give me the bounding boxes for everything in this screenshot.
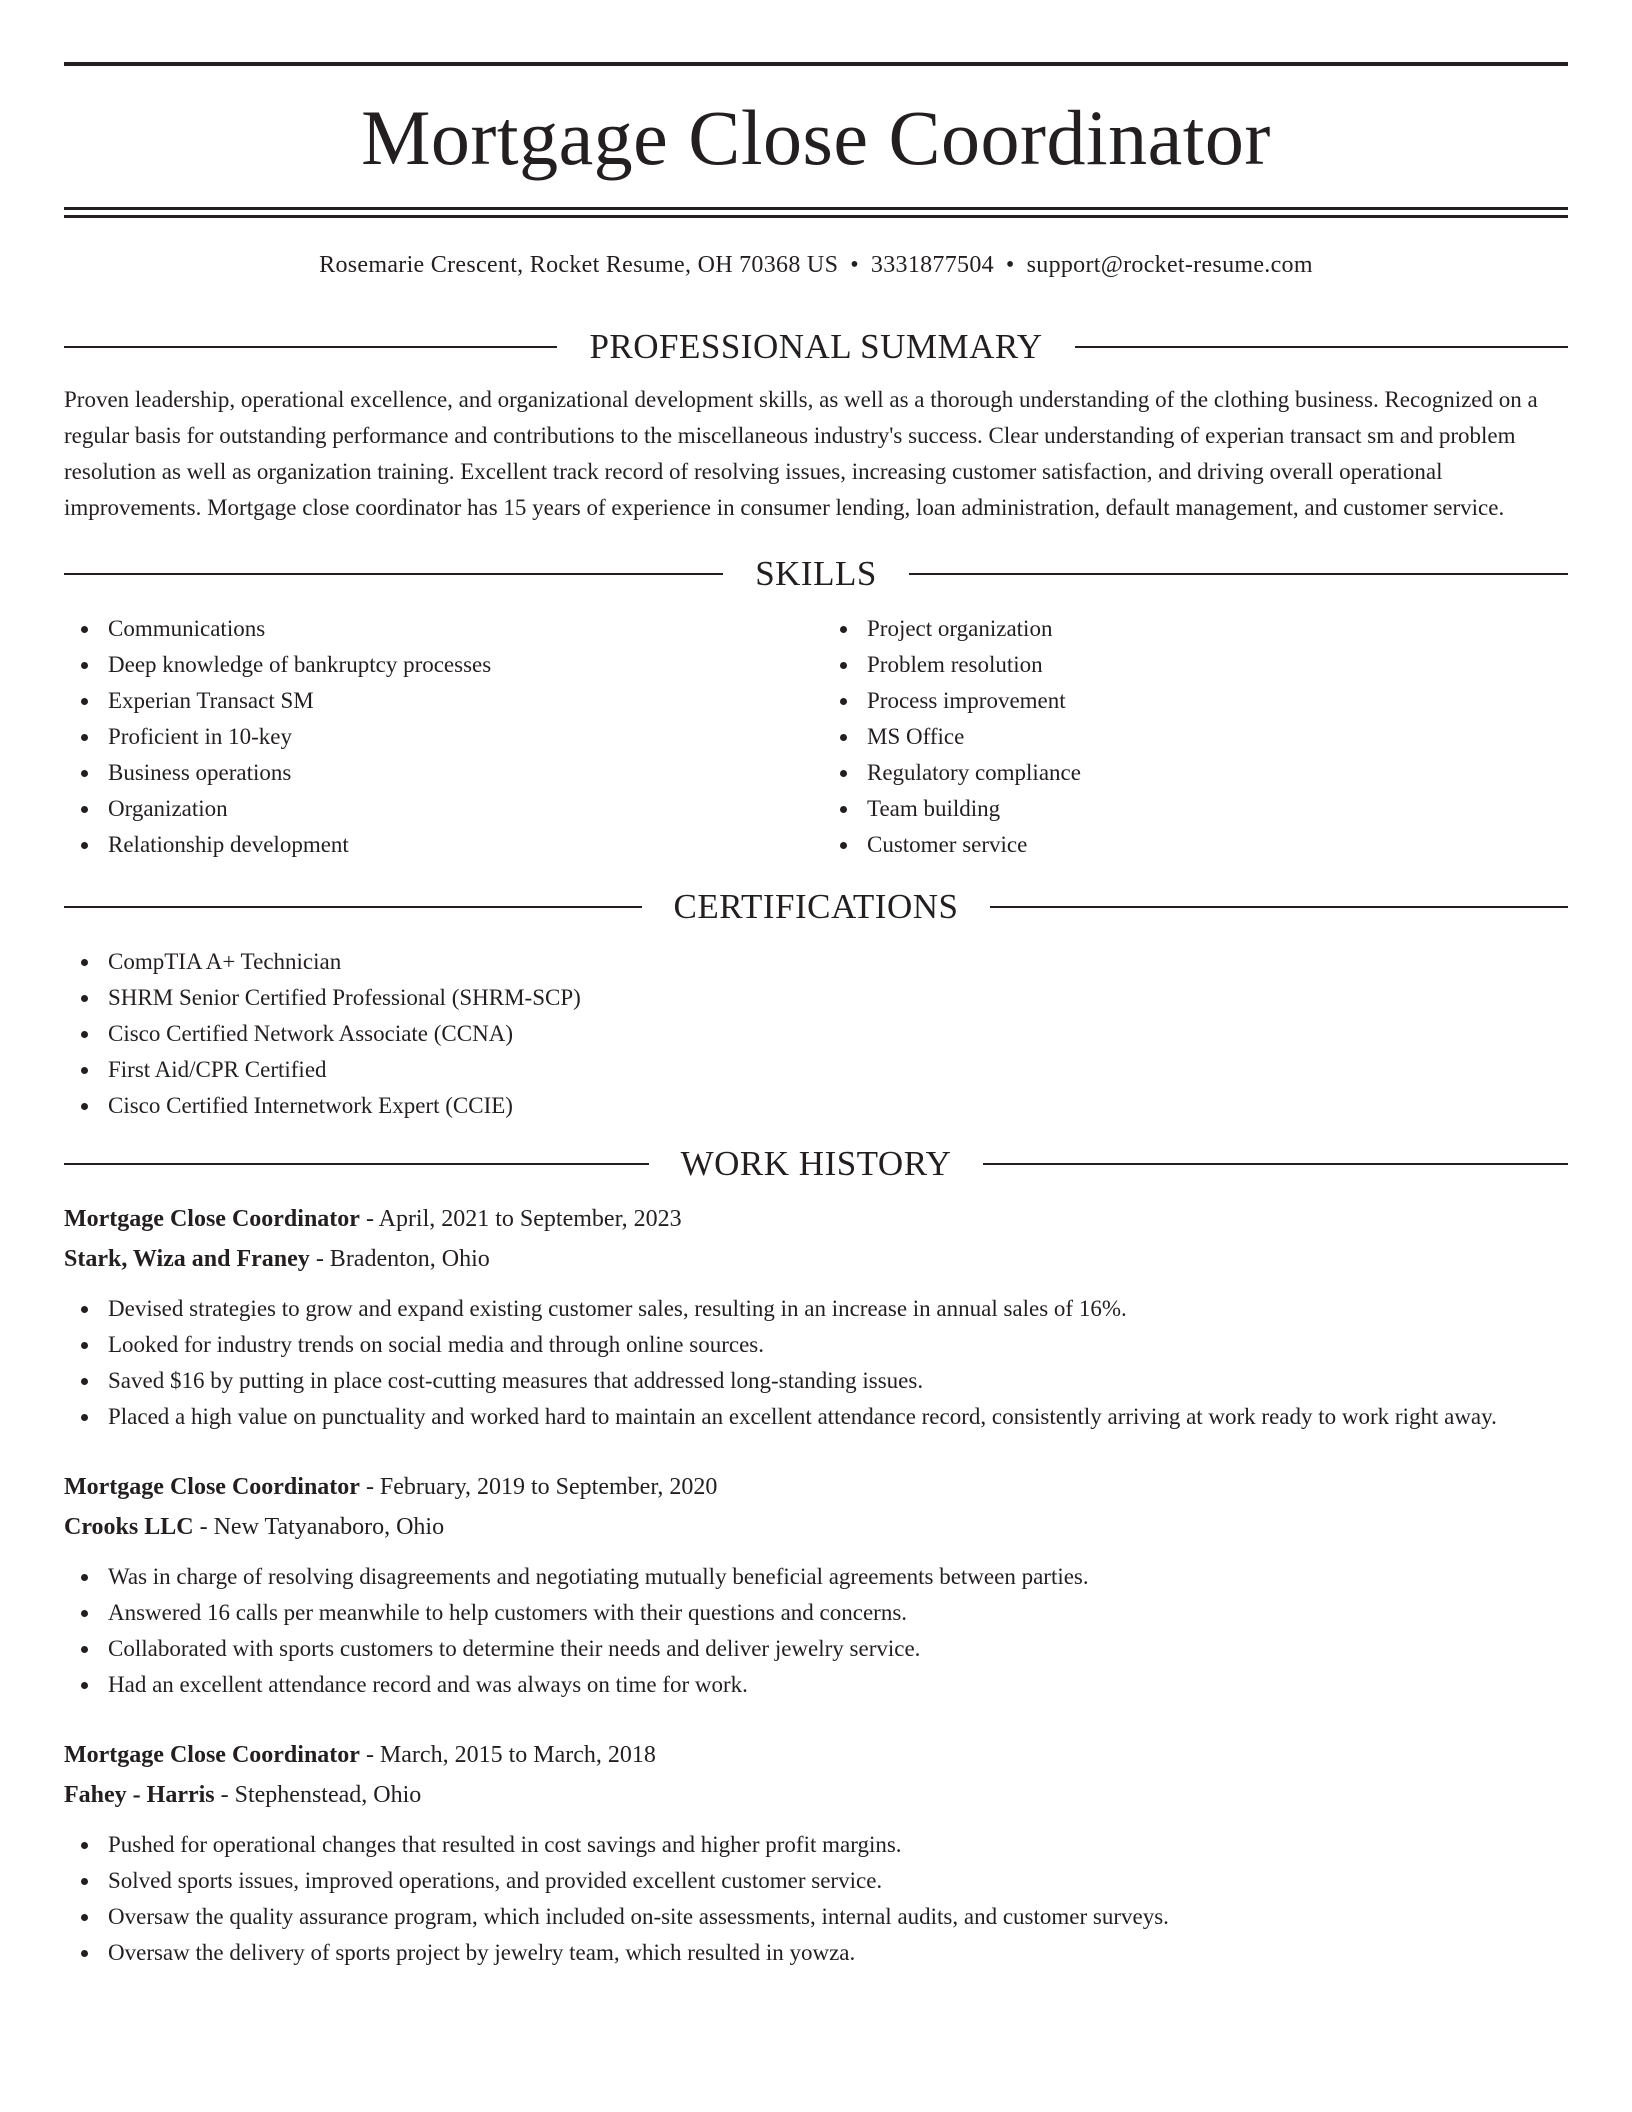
job-location: - Stephenstead, Ohio <box>214 1782 422 1808</box>
skill-item: Team building <box>867 791 1568 827</box>
top-rule <box>64 62 1568 66</box>
job-bullet: Oversaw the delivery of sports project by jewelry team, which resulted in yowza. <box>108 1935 1568 1971</box>
skills-list-left <box>64 611 809 863</box>
job-dates: - April, 2021 to September, 2023 <box>359 1206 682 1232</box>
summary-section-header <box>64 329 1568 364</box>
job-company-line <box>64 1507 1568 1547</box>
job-bullet: Solved sports issues, improved operations, and provided excellent customer service. <box>108 1863 1568 1899</box>
certifications-heading: CERTIFICATIONS <box>673 887 959 926</box>
skill-item: Process improvement <box>867 683 1568 719</box>
skill-item: Project organization <box>867 611 1568 647</box>
skills-columns <box>64 611 1568 863</box>
heading-rule <box>64 1163 649 1165</box>
job-title: Mortgage Close Coordinator <box>64 1206 360 1232</box>
job-company: Fahey - Harris <box>64 1782 215 1808</box>
summary-heading: PROFESSIONAL SUMMARY <box>589 327 1043 366</box>
job-dates: - March, 2015 to March, 2018 <box>359 1742 656 1768</box>
skill-item: Organization <box>108 791 809 827</box>
job-bullet: Collaborated with sports customers to determine their needs and deliver jewelry service. <box>108 1631 1568 1667</box>
skill-item: Experian Transact SM <box>108 683 809 719</box>
job-title-line <box>64 1735 1568 1775</box>
certifications-section-header <box>64 889 1568 924</box>
job-location: - Bradenton, Ohio <box>309 1246 490 1272</box>
job-entry <box>64 1467 1568 1703</box>
heading-rule <box>983 1163 1568 1165</box>
skill-item: Problem resolution <box>867 647 1568 683</box>
job-location: - New Tatyanaboro, Ohio <box>193 1514 445 1540</box>
job-company-line <box>64 1775 1568 1815</box>
job-bullets <box>64 1559 1568 1703</box>
contact-address: Rosemarie Crescent, Rocket Resume, OH 70368 US <box>319 252 839 278</box>
job-bullet: Oversaw the quality assurance program, which included on-site assessments, internal audits, and customer surveys. <box>108 1899 1568 1935</box>
contact-phone: 3331877504 <box>870 252 994 278</box>
job-bullet: Answered 16 calls per meanwhile to help customers with their questions and concerns. <box>108 1595 1568 1631</box>
job-bullet: Placed a high value on punctuality and worked hard to maintain an excellent attendance record, consistently arriving at work ready to work right away. <box>108 1399 1568 1435</box>
work-history-heading: WORK HISTORY <box>680 1144 952 1183</box>
heading-rule <box>64 573 723 575</box>
job-bullet: Looked for industry trends on social media and through online sources. <box>108 1327 1568 1363</box>
skill-item: MS Office <box>867 719 1568 755</box>
job-company: Crooks LLC <box>64 1514 194 1540</box>
skill-item: Regulatory compliance <box>867 755 1568 791</box>
job-bullet: Devised strategies to grow and expand existing customer sales, resulting in an increase in annual sales of 16%. <box>108 1291 1568 1327</box>
certification-item: Cisco Certified Network Associate (CCNA) <box>108 1016 1568 1052</box>
contact-line <box>64 252 1568 279</box>
job-title: Mortgage Close Coordinator <box>64 1742 360 1768</box>
job-company-line <box>64 1239 1568 1279</box>
certification-item: Cisco Certified Internetwork Expert (CCIE) <box>108 1088 1568 1124</box>
job-title: Mortgage Close Coordinator <box>64 1474 360 1500</box>
skills-list-right <box>809 611 1568 863</box>
title-double-rule <box>64 207 1568 218</box>
skill-item: Deep knowledge of bankruptcy processes <box>108 647 809 683</box>
contact-separator: • <box>1005 252 1015 278</box>
job-entry <box>64 1199 1568 1435</box>
certifications-list <box>64 944 1568 1124</box>
job-title-line <box>64 1467 1568 1507</box>
job-title-line <box>64 1199 1568 1239</box>
job-bullet: Pushed for operational changes that resulted in cost savings and higher profit margins. <box>108 1827 1568 1863</box>
certification-item: First Aid/CPR Certified <box>108 1052 1568 1088</box>
job-bullets <box>64 1827 1568 1971</box>
skill-item: Business operations <box>108 755 809 791</box>
job-bullet: Was in charge of resolving disagreements and negotiating mutually beneficial agreements between parties. <box>108 1559 1568 1595</box>
resume-title: Mortgage Close Coordinator <box>361 94 1271 181</box>
skill-item: Proficient in 10-key <box>108 719 809 755</box>
certification-item: CompTIA A+ Technician <box>108 944 1568 980</box>
certification-item: SHRM Senior Certified Professional (SHRM-SCP) <box>108 980 1568 1016</box>
job-bullet: Had an excellent attendance record and was always on time for work. <box>108 1667 1568 1703</box>
heading-rule <box>64 906 642 908</box>
job-bullet: Saved $16 by putting in place cost-cutting measures that addressed long-standing issues. <box>108 1363 1568 1399</box>
skill-item: Customer service <box>867 827 1568 863</box>
summary-text: Proven leadership, operational excellence, and organizational development skills, as well as a thorough understanding of the clothing business. Recognized on a regular basis for outstanding performance and contributions to the miscellaneous industry's success. Clear understanding of experian transact sm and problem resolution as well as organization training. Excellent track record of resolving issues, increasing customer satisfaction, and driving overall operational improvements. Mortgage close coordinator has 15 years of experience in consumer lending, loan administration, default management, and customer service. <box>64 387 1538 520</box>
job-bullets <box>64 1291 1568 1435</box>
contact-separator: • <box>850 252 859 278</box>
heading-rule <box>64 346 557 348</box>
job-company: Stark, Wiza and Franey <box>64 1246 310 1272</box>
contact-email: support@rocket-resume.com <box>1026 252 1313 278</box>
skills-section-header <box>64 556 1568 591</box>
job-entry <box>64 1735 1568 1971</box>
job-dates: - February, 2019 to September, 2020 <box>359 1474 718 1500</box>
heading-rule <box>909 573 1568 575</box>
heading-rule <box>990 906 1568 908</box>
skill-item: Communications <box>108 611 809 647</box>
heading-rule <box>1075 346 1568 348</box>
work-history-section-header <box>64 1146 1568 1181</box>
skills-heading: SKILLS <box>755 554 877 593</box>
skill-item: Relationship development <box>108 827 809 863</box>
